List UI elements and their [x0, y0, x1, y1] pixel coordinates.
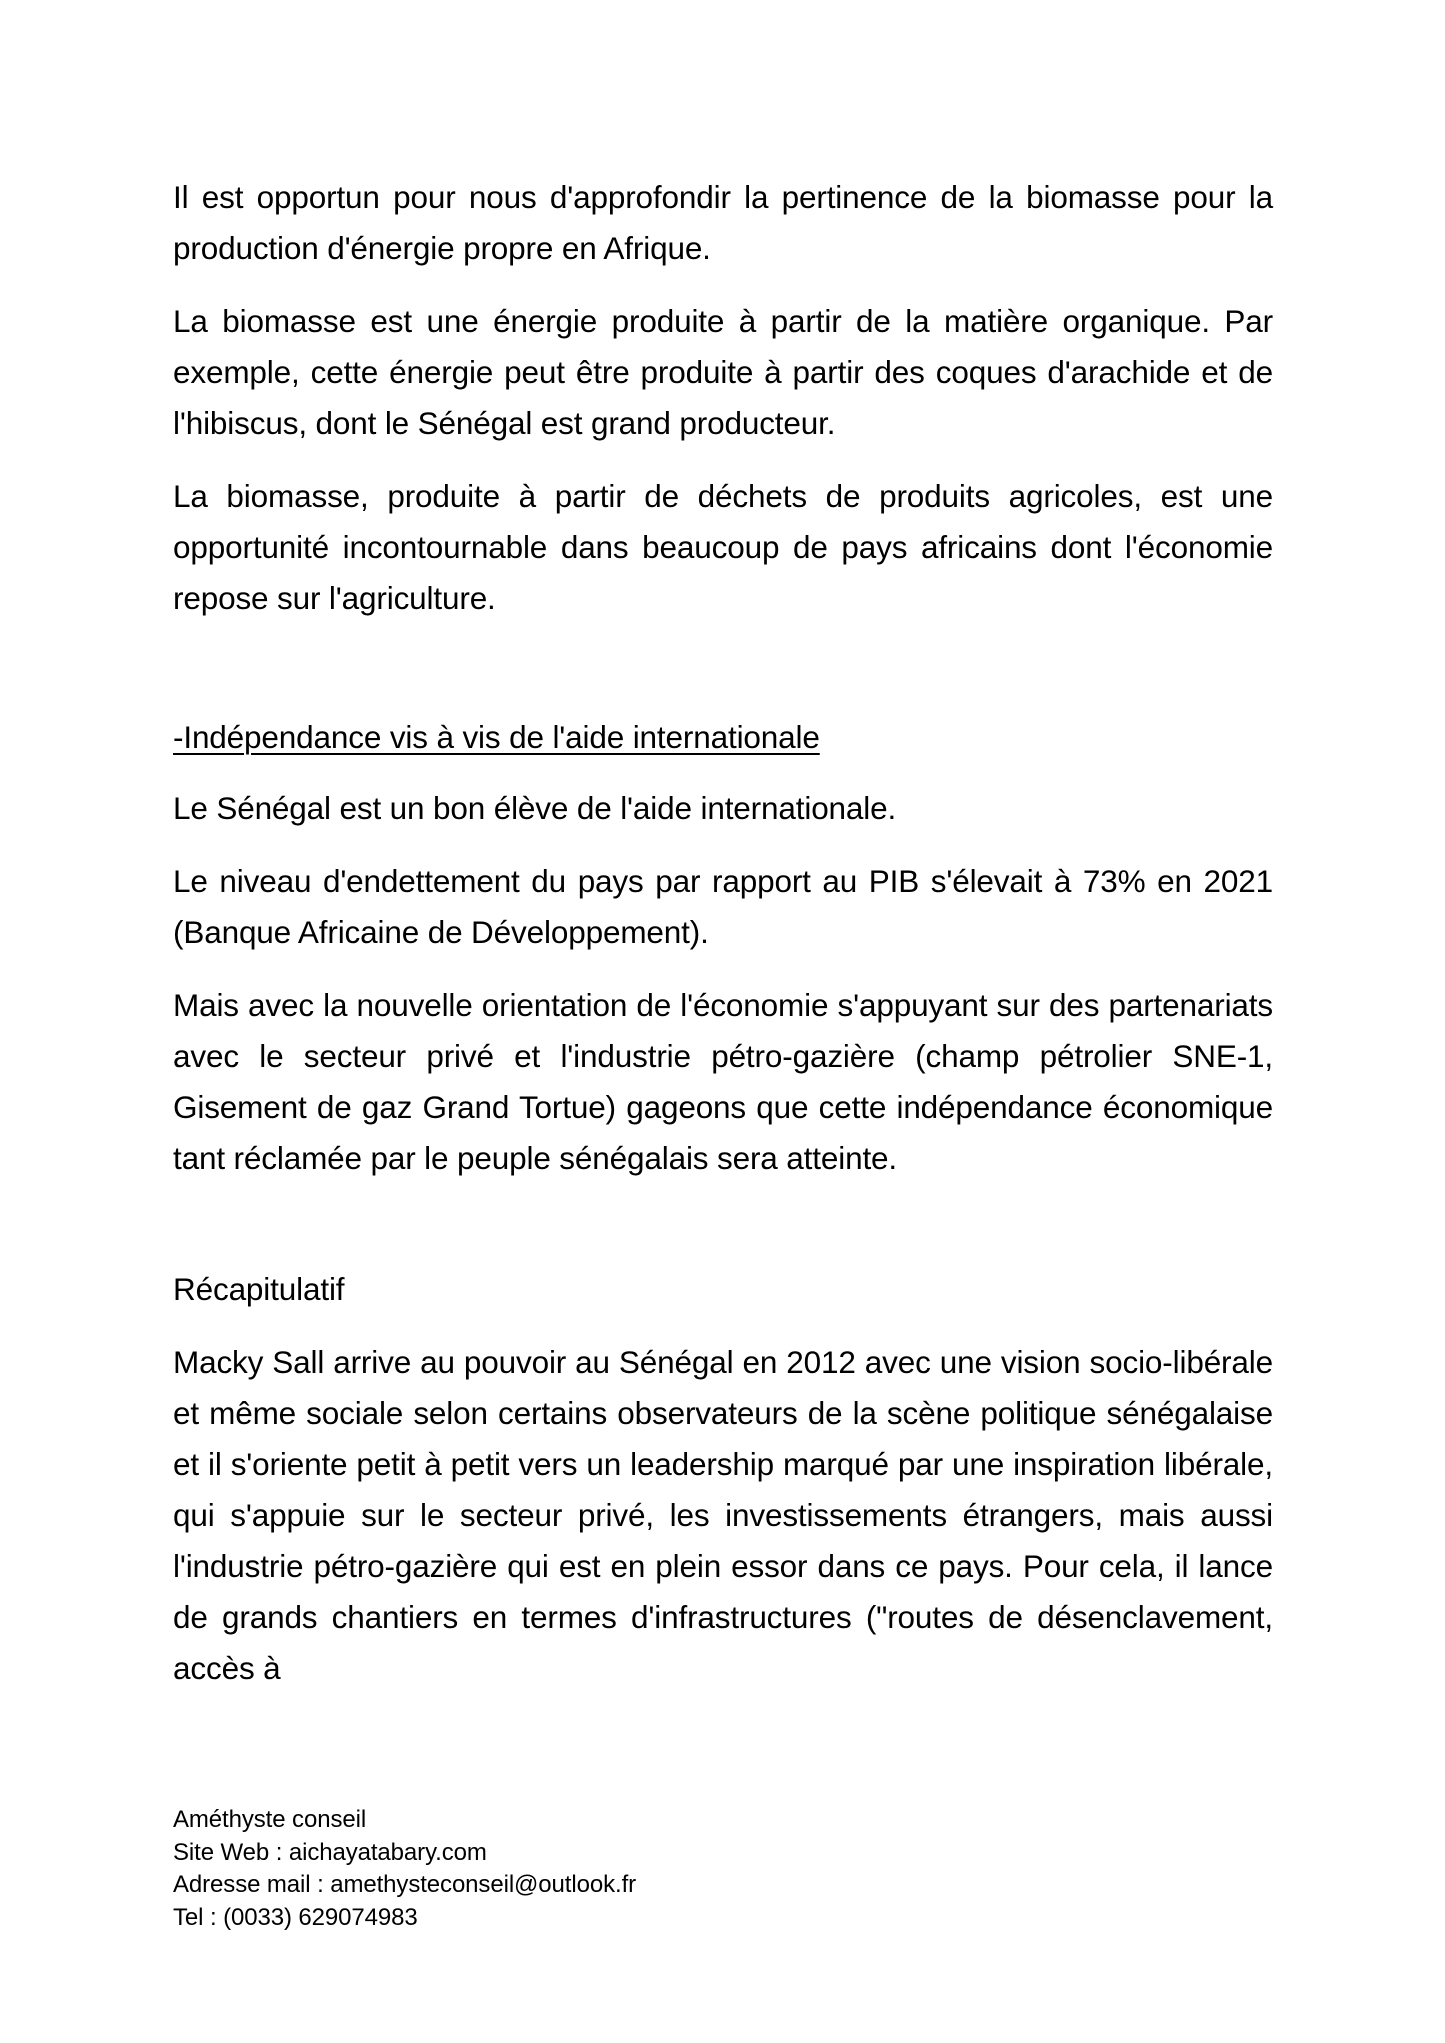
paragraph-biomasse-pertinence: Il est opportun pour nous d'approfondir la pertinence de la biomasse pour la production d'énergie propre en Afrique.	[173, 179, 1273, 266]
section-spacer-2	[173, 1206, 1273, 1264]
footer-company-name: Améthyste conseil	[173, 1806, 367, 1833]
paragraph-recapitulatif-macky-sall: Macky Sall arrive au pouvoir au Sénégal en 2012 avec une vision socio-libérale et même sociale selon certains observateurs de la scène politique sénégalaise et il s'oriente petit à petit vers un leadership marqué par une inspiration libérale, qui s'appuie sur le secteur privé, les investissements étrangers, mais aussi l'industrie pétro-gazière qui est en plein essor dans ce pays. Pour cela, il lance de grands chantiers en termes d'infrastructures ("routes de désenclavement, accès à	[173, 1344, 1273, 1686]
paragraph-biomasse-definition: La biomasse est une énergie produite à partir de la matière organique. Par exemple, cette énergie peut être produite à partir des coques d'arachide et de l'hibiscus, dont le Sénégal est grand producteur.	[173, 303, 1273, 441]
page-footer	[173, 1804, 1273, 1934]
document-body	[173, 172, 1273, 1716]
footer-email: Adresse mail : amethysteconseil@outlook.fr	[173, 1871, 637, 1898]
paragraph-biomasse-opportunite: La biomasse, produite à partir de déchets de produits agricoles, est une opportunité incontournable dans beaucoup de pays africains dont l'économie repose sur l'agriculture.	[173, 478, 1273, 616]
footer-website: Site Web : aichayatabary.com	[173, 1838, 487, 1866]
footer-phone: Tel : (0033) 629074983	[173, 1903, 418, 1931]
paragraph-senegal-bon-eleve: Le Sénégal est un bon élève de l'aide internationale.	[173, 790, 897, 826]
section-heading-independance: -Indépendance vis à vis de l'aide internationale	[173, 719, 820, 755]
section-heading-recapitulatif: Récapitulatif	[173, 1271, 345, 1307]
paragraph-endettement-pib: Le niveau d'endettement du pays par rapport au PIB s'élevait à 73% en 2021 (Banque Africaine de Développement).	[173, 863, 1273, 950]
section-spacer-1	[173, 646, 1273, 712]
paragraph-nouvelle-orientation: Mais avec la nouvelle orientation de l'économie s'appuyant sur des partenariats avec le secteur privé et l'industrie pétro-gazière (champ pétrolier SNE-1, Gisement de gaz Grand Tortue) gageons que cette indépendance économique tant réclamée par le peuple sénégalais sera atteinte.	[173, 987, 1273, 1176]
